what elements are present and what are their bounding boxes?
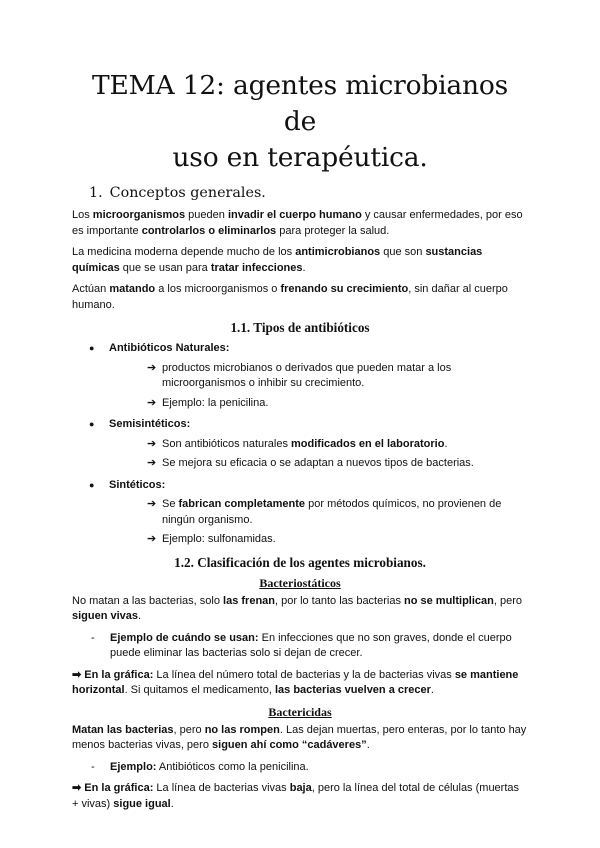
- example-bactericidas: - Ejemplo: Antibióticos como la penicilina.: [72, 760, 528, 776]
- graph-note-bacteriostaticos: ➡ En la gráfica: La línea del número total de bacterias y la de bacterias vivas se mantiene horizontal. Si quitamos el medicamento, las bacterias vuelven a crecer.: [72, 668, 519, 696]
- arrow-icon: ➔: [147, 361, 157, 374]
- heading-bacteriostaticos: Bacteriostáticos: [259, 575, 341, 590]
- dash-marker: -: [91, 631, 95, 644]
- item-label: Semisintéticos:: [109, 418, 191, 430]
- subsection-heading-types: 1.1. Tipos de antibióticos: [230, 320, 370, 335]
- arrow-icon: ➔: [147, 437, 157, 450]
- dash-marker: -: [91, 760, 95, 773]
- arrow-icon: ➔: [147, 498, 157, 510]
- sub-item: ➔ Se mejora su eficacia o se adaptan a nuevos tipos de bacterias.: [128, 456, 528, 472]
- graph-note-bactericidas: ➡ En la gráfica: La línea de bacterias vivas baja, pero la línea del total de células (muertas + vivas) sigue igual.: [72, 782, 520, 810]
- arrow-icon: ➔: [147, 396, 157, 409]
- sub-item: ➔ Son antibióticos naturales modificados en el laboratorio.: [128, 437, 528, 453]
- section-heading-1: [89, 184, 528, 202]
- right-arrow-icon: ➡: [72, 668, 82, 681]
- item-label: Antibióticos Naturales:: [109, 342, 230, 354]
- heading-bactericidas: Bactericidas: [268, 704, 332, 719]
- bullet-icon: ●: [89, 479, 95, 490]
- list-item-semisynthetic: [72, 417, 528, 472]
- sub-item: ➔ Ejemplo: la penicilina.: [128, 396, 528, 412]
- title-line-2: uso en terapéutica.: [172, 142, 428, 173]
- section-title: Conceptos generales.: [109, 185, 266, 201]
- bullet-icon: ●: [89, 419, 95, 429]
- subsection-heading-classification: 1.2. Clasificación de los agentes microbianos.: [174, 554, 426, 570]
- example-bacteriostaticos: - Ejemplo de cuándo se usan: En infecciones que no son graves, donde el cuerpo puede eliminar las bacterias solo si dejan de crecer.: [91, 631, 512, 659]
- list-item-synthetic: [72, 478, 528, 548]
- arrow-icon: ➔: [147, 457, 157, 469]
- list-item-natural: [72, 341, 528, 411]
- arrow-icon: ➔: [147, 533, 157, 545]
- bullet-icon: ●: [89, 343, 95, 353]
- section-number: 1.: [89, 185, 103, 201]
- paragraph-intro-2: La medicina moderna depende mucho de los antimicrobianos que son sustancias químicas que se usan para tratar infecciones.: [72, 246, 483, 274]
- paragraph-bactericidas: Matan las bacterias, pero no las rompen. Las dejan muertas, pero enteras, por lo tanto hay menos bacterias vivas, pero siguen ahí como “cadáveres”.: [72, 723, 527, 751]
- page-title: [72, 68, 528, 176]
- title-line-1: TEMA 12: agentes microbianos de: [92, 70, 508, 137]
- sub-item: ➔ Se fabrican completamente por métodos químicos, no provienen de ningún organismo.: [147, 498, 502, 526]
- right-arrow-icon: ➡: [72, 782, 82, 794]
- item-label: Sintéticos:: [109, 478, 166, 491]
- antibiotic-types-list: [72, 341, 528, 548]
- sub-item: ➔ Ejemplo: sulfonamidas.: [128, 532, 528, 548]
- paragraph-bacteriostaticos: No matan a las bacterias, solo las frenan, por lo tanto las bacterias no se multiplican, pero siguen vivas.: [72, 594, 523, 622]
- paragraph-intro-1: Los microorganismos pueden invadir el cuerpo humano y causar enfermedades, por eso es importante controlarlos o eliminarlos para proteger la salud.: [72, 209, 523, 237]
- sub-item: ➔ productos microbianos o derivados que pueden matar a los microorganismos o inhibir su crecimiento.: [147, 361, 452, 389]
- paragraph-intro-3: Actúan matando a los microorganismos o frenando su crecimiento, sin dañar al cuerpo humano.: [72, 283, 508, 311]
